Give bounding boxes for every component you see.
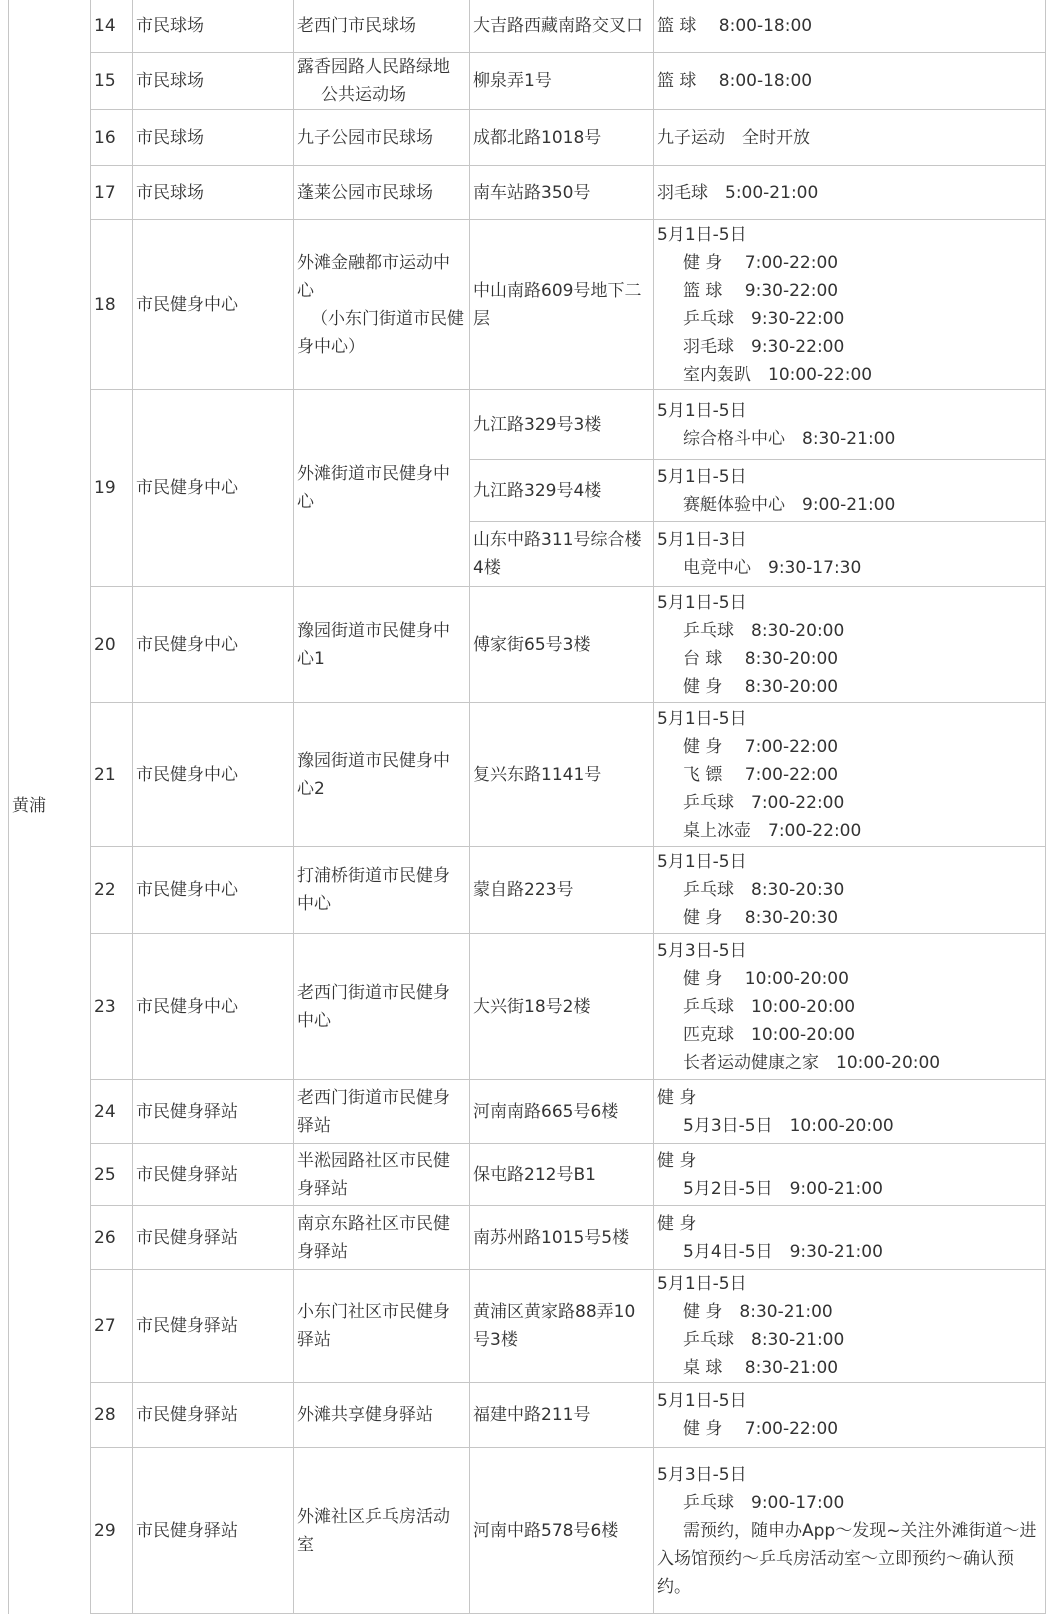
table-row bbox=[9, 587, 1046, 703]
opening-hours: 5月3日-5日 乒乓球 9:00-17:00 需预约，随申办App～发现~关注外滩街道～进入场馆预约～乒乓房活动室～立即预约～确认预约。 bbox=[654, 1448, 1046, 1614]
row-number: 23 bbox=[91, 934, 133, 1080]
opening-hours: 羽毛球 5:00-21:00 bbox=[654, 166, 1046, 220]
opening-hours: 5月1日-5日 健 身 8:30-21:00 乒乓球 8:30-21:00 桌 球 8:30-21:00 bbox=[654, 1270, 1046, 1383]
venue-type: 市民球场 bbox=[133, 0, 294, 53]
venue-name: 豫园街道市民健身中心1 bbox=[294, 587, 470, 703]
row-number: 16 bbox=[91, 110, 133, 166]
table-row bbox=[9, 1144, 1046, 1206]
venue-address: 南车站路350号 bbox=[470, 166, 654, 220]
venue-address: 蒙自路223号 bbox=[470, 847, 654, 934]
venue-name: 老西门街道市民健身驿站 bbox=[294, 1080, 470, 1144]
row-number: 24 bbox=[91, 1080, 133, 1144]
opening-hours: 5月3日-5日 健 身 10:00-20:00 乒乓球 10:00-20:00 匹克球 10:00-20:00 长者运动健康之家 10:00-20:00 bbox=[654, 934, 1046, 1080]
venue-name: 小东门社区市民健身驿站 bbox=[294, 1270, 470, 1383]
opening-hours: 九子运动 全时开放 bbox=[654, 110, 1046, 166]
table-row bbox=[9, 0, 1046, 53]
table-row bbox=[9, 220, 1046, 390]
opening-hours: 篮 球 8:00-18:00 bbox=[654, 0, 1046, 53]
table-row bbox=[9, 1448, 1046, 1614]
table-row bbox=[9, 1270, 1046, 1383]
venue-address: 保屯路212号B1 bbox=[470, 1144, 654, 1206]
venue-name: 外滩街道市民健身中心 bbox=[294, 390, 470, 587]
venue-address: 中山南路609号地下二层 bbox=[470, 220, 654, 390]
opening-hours: 5月1日-5日 健 身 7:00-22:00 bbox=[654, 1383, 1046, 1448]
venue-name: 外滩共享健身驿站 bbox=[294, 1383, 470, 1448]
venue-name: 外滩金融都市运动中心 （小东门街道市民健身中心） bbox=[294, 220, 470, 390]
opening-hours: 健 身 5月4日-5日 9:30-21:00 bbox=[654, 1206, 1046, 1270]
table-row bbox=[9, 390, 1046, 460]
venue-type: 市民健身中心 bbox=[133, 390, 294, 587]
venue-type: 市民健身中心 bbox=[133, 703, 294, 847]
venue-name: 九子公园市民球场 bbox=[294, 110, 470, 166]
venue-name: 豫园街道市民健身中心2 bbox=[294, 703, 470, 847]
opening-hours: 健 身 5月2日-5日 9:00-21:00 bbox=[654, 1144, 1046, 1206]
table-row bbox=[9, 934, 1046, 1080]
venue-address: 成都北路1018号 bbox=[470, 110, 654, 166]
venue-address: 大兴街18号2楼 bbox=[470, 934, 654, 1080]
venue-type: 市民健身驿站 bbox=[133, 1270, 294, 1383]
table-row bbox=[9, 166, 1046, 220]
venue-address: 河南南路665号6楼 bbox=[470, 1080, 654, 1144]
venue-name: 半淞园路社区市民健身驿站 bbox=[294, 1144, 470, 1206]
venue-type: 市民球场 bbox=[133, 166, 294, 220]
row-number: 26 bbox=[91, 1206, 133, 1270]
venue-type: 市民健身驿站 bbox=[133, 1144, 294, 1206]
booking-note: 需预约，随申办App～发现~关注外滩街道～进入场馆预约～乒乓房活动室～立即预约～确认预约。 bbox=[657, 1520, 1037, 1597]
venue-address: 大吉路西藏南路交叉口 bbox=[470, 0, 654, 53]
opening-hours: 篮 球 8:00-18:00 bbox=[654, 53, 1046, 110]
venue-type: 市民健身中心 bbox=[133, 934, 294, 1080]
table-row bbox=[9, 53, 1046, 110]
row-number: 25 bbox=[91, 1144, 133, 1206]
row-number: 17 bbox=[91, 166, 133, 220]
district-cell: 黄浦 bbox=[9, 0, 91, 1614]
venue-name: 蓬莱公园市民球场 bbox=[294, 166, 470, 220]
venue-address: 山东中路311号综合楼4楼 bbox=[470, 522, 654, 587]
venue-table bbox=[8, 0, 1046, 1614]
venue-type: 市民健身中心 bbox=[133, 847, 294, 934]
row-number: 27 bbox=[91, 1270, 133, 1383]
venue-name: 外滩社区乒乓房活动室 bbox=[294, 1448, 470, 1614]
venue-type: 市民健身驿站 bbox=[133, 1383, 294, 1448]
venue-address: 南苏州路1015号5楼 bbox=[470, 1206, 654, 1270]
venue-type: 市民球场 bbox=[133, 110, 294, 166]
venue-address: 复兴东路1141号 bbox=[470, 703, 654, 847]
opening-hours: 5月1日-5日 乒乓球 8:30-20:30 健 身 8:30-20:30 bbox=[654, 847, 1046, 934]
table-row bbox=[9, 703, 1046, 847]
venue-name: 老西门街道市民健身中心 bbox=[294, 934, 470, 1080]
venue-name: 打浦桥街道市民健身中心 bbox=[294, 847, 470, 934]
venue-address: 九江路329号3楼 bbox=[470, 390, 654, 460]
row-number: 18 bbox=[91, 220, 133, 390]
opening-hours: 5月1日-5日 健 身 7:00-22:00 篮 球 9:30-22:00 乒乓球 9:30-22:00 羽毛球 9:30-22:00 室内轰趴 10:00-22:00 bbox=[654, 220, 1046, 390]
opening-hours: 5月1日-5日 健 身 7:00-22:00 飞 镖 7:00-22:00 乒乓球 7:00-22:00 桌上冰壶 7:00-22:00 bbox=[654, 703, 1046, 847]
venue-name: 露香园路人民路绿地 公共运动场 bbox=[294, 53, 470, 110]
venue-type: 市民健身中心 bbox=[133, 220, 294, 390]
table-row bbox=[9, 110, 1046, 166]
opening-hours: 5月1日-5日 综合格斗中心 8:30-21:00 bbox=[654, 390, 1046, 460]
venue-address: 黄浦区黄家路88弄10号3楼 bbox=[470, 1270, 654, 1383]
venue-address: 傅家街65号3楼 bbox=[470, 587, 654, 703]
row-number: 14 bbox=[91, 0, 133, 53]
venue-type: 市民球场 bbox=[133, 53, 294, 110]
row-number: 29 bbox=[91, 1448, 133, 1614]
venue-name: 老西门市民球场 bbox=[294, 0, 470, 53]
venue-address: 柳泉弄1号 bbox=[470, 53, 654, 110]
row-number: 20 bbox=[91, 587, 133, 703]
venue-name: 南京东路社区市民健身驿站 bbox=[294, 1206, 470, 1270]
row-number: 21 bbox=[91, 703, 133, 847]
table-row bbox=[9, 1080, 1046, 1144]
table-row bbox=[9, 1206, 1046, 1270]
opening-hours: 5月1日-3日 电竞中心 9:30-17:30 bbox=[654, 522, 1046, 587]
venue-address: 九江路329号4楼 bbox=[470, 460, 654, 522]
opening-hours: 5月1日-5日 赛艇体验中心 9:00-21:00 bbox=[654, 460, 1046, 522]
row-number: 19 bbox=[91, 390, 133, 587]
opening-hours: 5月1日-5日 乒乓球 8:30-20:00 台 球 8:30-20:00 健 身 8:30-20:00 bbox=[654, 587, 1046, 703]
row-number: 22 bbox=[91, 847, 133, 934]
venue-address: 河南中路578号6楼 bbox=[470, 1448, 654, 1614]
row-number: 28 bbox=[91, 1383, 133, 1448]
opening-hours: 健 身 5月3日-5日 10:00-20:00 bbox=[654, 1080, 1046, 1144]
venue-type: 市民健身驿站 bbox=[133, 1448, 294, 1614]
venue-type: 市民健身驿站 bbox=[133, 1206, 294, 1270]
row-number: 15 bbox=[91, 53, 133, 110]
venue-address: 福建中路211号 bbox=[470, 1383, 654, 1448]
table-row bbox=[9, 847, 1046, 934]
table-row bbox=[9, 1383, 1046, 1448]
venue-type: 市民健身中心 bbox=[133, 587, 294, 703]
venue-type: 市民健身驿站 bbox=[133, 1080, 294, 1144]
